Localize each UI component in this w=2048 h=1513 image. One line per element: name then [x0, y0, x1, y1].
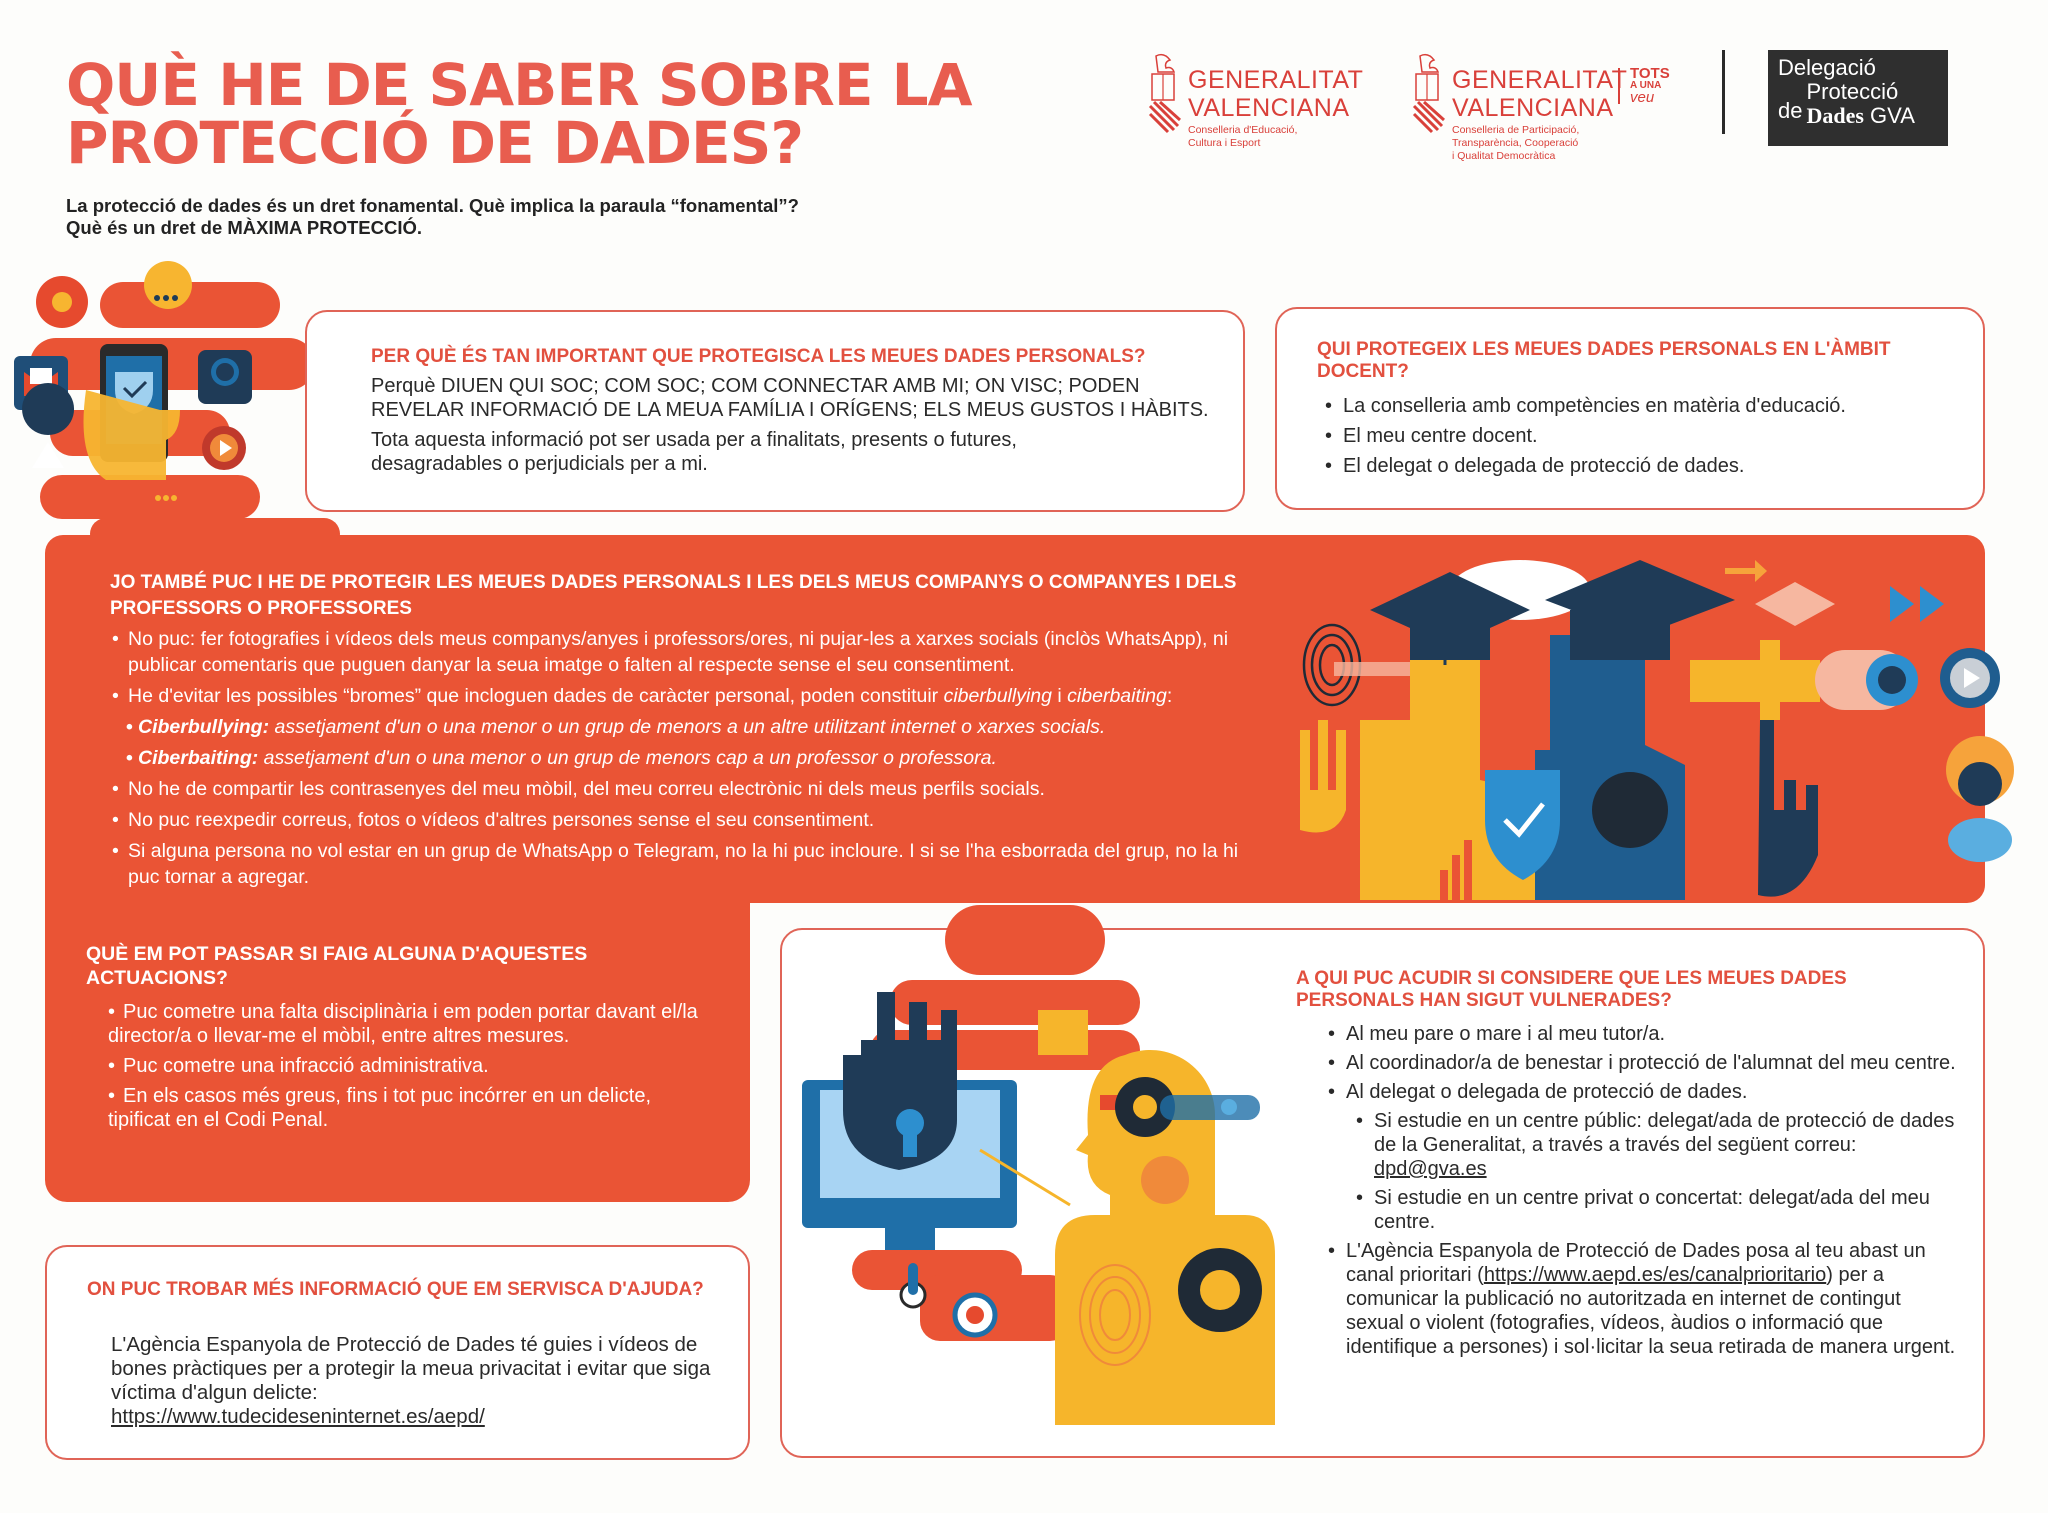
dpd-dades: Dades [1806, 103, 1864, 128]
binoculars-icon [1690, 660, 1820, 702]
list-item [110, 683, 1270, 709]
bullet: • [108, 1001, 116, 1023]
logo-department-line: i Qualitat Democràtica [1452, 150, 1556, 162]
arrow-right-icon [1725, 560, 1767, 582]
dpd-line-1: Delegació [1778, 55, 1876, 80]
consequences-list [108, 1000, 708, 1138]
who-protects-heading: QUI PROTEGEIX LES MEUES DADES PERSONALS EN L'ÀMBIT DOCENT? [1317, 339, 1891, 382]
bullet: • [108, 1085, 116, 1107]
dpd-line-2: Protecció [1806, 79, 1899, 104]
definition-text: assetjament d'un o una menor o un grup de menors cap a un professor o professora. [258, 747, 997, 769]
subtitle-line-2: Què és un dret de MÀXIMA PROTECCIÓ. [66, 217, 422, 238]
tagline-line: veu [1630, 89, 1655, 106]
logo-department-line: Conselleria de Participació, [1452, 124, 1580, 136]
more-info-box [45, 1245, 750, 1460]
why-important-paragraph-2: Tota aquesta informació pot ser usada per a finalitats, presents o futures, desagradables o perjudicials per a mi. [371, 429, 1017, 475]
list-item: • El delegat o delegada de protecció de dades. [1321, 451, 1961, 481]
term: ciberbullying [943, 685, 1052, 707]
hand-keyhole-icon [1300, 720, 1346, 833]
gear-icon [1592, 772, 1668, 848]
bullet: • [108, 1055, 116, 1077]
logo-tagline [1618, 65, 1670, 106]
aepd-canal-prioritario-link[interactable]: https://www.aepd.es/es/canalprioritario [1483, 1264, 1827, 1286]
list-item [108, 1084, 708, 1132]
puzzle-icon [1038, 1010, 1088, 1055]
logo-dpd-gva [1768, 50, 1948, 146]
more-info-heading: ON PUC TROBAR MÉS INFORMACIÓ QUE EM SERVISCA D'AJUDA? [87, 1279, 704, 1300]
definition-item [126, 714, 1270, 740]
fast-forward-icon [1890, 586, 1944, 622]
list-item [1324, 1239, 1964, 1359]
logo-divider [1722, 50, 1725, 134]
logo-name-line: GENERALITAT [1452, 66, 1628, 94]
chat-dots-icon [144, 261, 192, 309]
title-line-2: PROTECCIÓ DE DADES? [66, 109, 804, 177]
tudecideseninternet-link[interactable]: https://www.tudecideseninternet.es/aepd/ [111, 1405, 485, 1428]
logo-name-line: GENERALITAT [1188, 66, 1364, 94]
gear-icon [1141, 1156, 1189, 1204]
text: ) per a comunicar la publicació no autoritzada en internet de contingut sexual o violent (fotografies, vídeos, àudios o informació que identifique a persones) i sol·licitar la seua retirada de manera urgent. [1346, 1264, 1956, 1358]
list-item: • Al delegat o delegada de protecció de dades. [1324, 1080, 1964, 1104]
list-item: • No he de compartir les contrasenyes del meu mòbil, del meu correu electrònic ni dels meus perfils socials. [110, 776, 1270, 802]
logo-name [1452, 66, 1627, 122]
coat-of-arms-icon [1410, 52, 1446, 142]
warning-icon [22, 383, 74, 435]
smartphone-illustration [0, 260, 340, 550]
text: i [1052, 685, 1068, 707]
why-important-box [305, 310, 1245, 512]
text: Puc cometre una falta disciplinària i em poden portar davant el/la director/a o llevar-me el mòbil, entre altres mesures. [108, 1001, 698, 1047]
text: En els casos més greus, fins i tot puc incórrer en un delicte, tipificat en el Codi Penal. [108, 1085, 652, 1131]
consequences-heading: QUÈ EM POT PASSAR SI FAIG ALGUNA D'AQUESTES ACTUACIONS? [86, 943, 588, 989]
list-item: • La conselleria amb competències en matèria d'educació. [1321, 391, 1961, 421]
tagline-line: A UNA [1630, 80, 1662, 91]
why-important-paragraph-1: Perquè DIUEN QUI SOC; COM SOC; COM CONNECTAR AMB MI; ON VISC; PODEN REVELAR INFORMACIÓ DE LA MEUA FAMÍLIA I ORÍGENS; ELS MEUS GUSTOS I HÀBITS. [371, 375, 1209, 421]
who-to-contact-heading: A QUI PUC ACUDIR SI CONSIDERE QUE LES MEUES DADES PERSONALS HAN SIGUT VULNERADES? [1296, 968, 1847, 1011]
coat-of-arms-icon [1146, 52, 1182, 142]
list-item: • Al meu pare o mare i al meu tutor/a. [1324, 1022, 1964, 1046]
definition-text: assetjament d'un o una menor o un grup de menors a un altre utilitzant internet o xarxes socials. [269, 716, 1106, 738]
list-item: • Si estudie en un centre privat o concertat: delegat/ada del meu centre. [1352, 1186, 1964, 1234]
text: Si estudie en un centre públic: delegat/ada de protecció de dades de la Generalitat, a través a través del següent correu: [1374, 1110, 1955, 1156]
students-illustration [1290, 540, 2030, 900]
text: L'Agència Espanyola de Protecció de Dades posa al teu abast un canal prioritari ( [1346, 1240, 1926, 1286]
privacy-illustration [780, 905, 1300, 1425]
bomb-icon [1958, 762, 2002, 806]
more-info-text: L'Agència Espanyola de Protecció de Dades té guies i vídeos de bones pràctiques per a protegir la meua privacitat i evitar que siga víctima d'algun delicte: [111, 1333, 711, 1404]
logo-department [1188, 124, 1297, 150]
definition-term: Ciberbullying: [138, 716, 270, 738]
protect-heading: JO TAMBÉ PUC I HE DE PROTEGIR LES MEUES DADES PERSONALS I LES DELS MEUS COMPANYS O COMPANYES I DELS PROFESSORS O PROFESSORES [110, 572, 1237, 619]
logo-department [1452, 124, 1579, 163]
dpd-gva: GVA [1863, 103, 1915, 128]
why-important-heading: PER QUÈ ÉS TAN IMPORTANT QUE PROTEGISCA LES MEUES DADES PERSONALS? [371, 346, 1146, 367]
dpd-de: de [1778, 98, 1803, 123]
who-protects-box [1275, 307, 1985, 510]
text: : [1166, 685, 1173, 707]
list-item: • Si alguna persona no vol estar en un grup de WhatsApp o Telegram, no la hi puc incloure. I si se l'ha esborrada del grup, no la hi puc tornar a agregar. [110, 838, 1270, 890]
list-item: • No puc: fer fotografies i vídeos dels meus companys/anyes i professors/ores, ni pujar-les a xarxes socials (inclòs WhatsApp), ni publicar comentaris que puguen danyar la seua imatge o falten al respecte sense el seu consentiment. [110, 626, 1270, 678]
who-protects-list [1321, 391, 1961, 481]
more-info-paragraph [111, 1333, 731, 1429]
logo-generalitat-participacio [1410, 52, 1690, 172]
logo-generalitat-educacio [1146, 52, 1366, 162]
title-line-1: QUÈ HE DE SABER SOBRE LA [66, 51, 972, 119]
logo-department-line: Conselleria d'Educació, [1188, 124, 1298, 136]
logo-department-line: Cultura i Esport [1188, 137, 1261, 149]
dpd-email-link[interactable]: dpd@gva.es [1374, 1158, 1487, 1180]
text: Puc cometre una infracció administrativa. [123, 1055, 489, 1077]
page-title [66, 51, 1066, 177]
definition-item [126, 745, 1270, 771]
list-item [108, 1000, 708, 1048]
term: ciberbaiting [1067, 685, 1167, 707]
definition-term: Ciberbaiting: [138, 747, 259, 769]
page-subtitle [66, 195, 1066, 239]
list-item: • Al coordinador/a de benestar i protecció de l'alumnat del meu centre. [1324, 1051, 1964, 1075]
list-item [1352, 1109, 1964, 1181]
list-item [108, 1054, 708, 1078]
tagline-line: TOTS [1630, 65, 1670, 82]
diamond-arrow-icon [1755, 582, 1835, 626]
logo-name-line: VALENCIANA [1188, 94, 1350, 122]
list-item: • No puc reexpedir correus, fotos o vídeos d'altres persones sense el seu consentiment. [110, 807, 1270, 833]
logo-department-line: Transparència, Cooperació [1452, 137, 1579, 149]
logo-name-line: VALENCIANA [1452, 94, 1614, 122]
text: He d'evitar les possibles “bromes” que incloguen dades de caràcter personal, poden constituir [128, 685, 944, 707]
logo-name [1188, 66, 1363, 122]
list-item: • El meu centre docent. [1321, 421, 1961, 451]
protect-list [110, 626, 1270, 895]
subtitle-line-1: La protecció de dades és un dret fonamental. Què implica la paraula “fonamental”? [66, 195, 799, 216]
who-to-contact-list [1324, 1022, 1964, 1364]
